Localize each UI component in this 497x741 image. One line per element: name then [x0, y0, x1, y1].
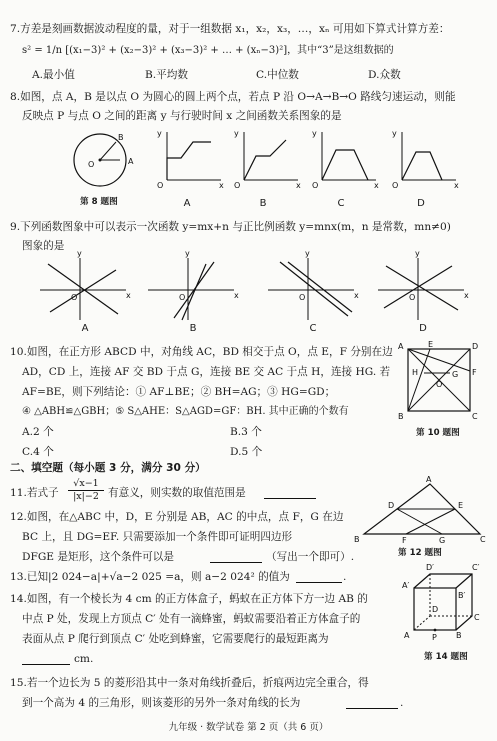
q10-line3: AF=BE，则下列结论：① AF⊥BE；② BH=AG；③ HG=GD； [22, 386, 336, 398]
svg-text:D: D [432, 605, 439, 614]
q10-line4: ④ △ABH≌△GBH；⑤ S△AHE：S△AGD=GF：BH. 其中正确的个数有 [22, 406, 349, 417]
svg-text:D: D [472, 342, 479, 351]
q9-graph-d [378, 249, 469, 320]
q9-graph-c [268, 249, 359, 320]
q11-fraction [68, 478, 104, 503]
q10-option-d: D.5 个 [230, 446, 263, 458]
q12-line3: DFGE 是矩形，这个条件可以是 [22, 551, 174, 563]
svg-text:B: B [398, 412, 404, 421]
svg-text:O: O [392, 181, 399, 190]
svg-text:B: B [354, 535, 360, 544]
svg-text:C: C [472, 412, 478, 421]
q8-choice-d: D [417, 198, 425, 209]
q11-denominator: |x|−2 [73, 491, 99, 502]
svg-text:A: A [426, 475, 432, 484]
svg-text:O: O [312, 181, 319, 190]
q15-answer-blank[interactable] [346, 708, 398, 709]
q8-choice-b: B [259, 198, 267, 209]
svg-text:B: B [456, 631, 462, 640]
svg-text:C: C [480, 535, 486, 544]
q7-line1: 7.方差是刻画数据波动程度的量，对于一组数据 x₁，x₂，x₃，…，xₙ 可用如下算式计算方差： [10, 23, 450, 35]
svg-text:O: O [299, 293, 306, 302]
svg-text:G: G [439, 536, 446, 545]
q12-line1: 12.如图，在△ABC 中，D，E 分别是 AB，AC 的中点，点 F，G 在边 [10, 511, 344, 523]
q15-line1: 15.若一个边长为 5 的菱形沿其中一条对角线折叠后，折痕两边完全重合，得 [10, 677, 369, 689]
svg-text:y: y [157, 129, 162, 138]
svg-text:y: y [392, 129, 397, 138]
q14-unit: cm. [74, 653, 94, 665]
q11-prefix: 11.若式子 [10, 487, 59, 499]
q8-graph-a [157, 129, 225, 190]
svg-text:B′: B′ [458, 591, 466, 600]
q9-choice-b: B [189, 323, 197, 334]
svg-text:G: G [452, 370, 459, 379]
q14-line3: 表面从点 P 爬行到顶点 C′ 处吃到蜂蜜，它需要爬行的最短距离为 [22, 633, 329, 645]
svg-text:F: F [402, 536, 407, 545]
q8-choice-c: C [337, 198, 345, 209]
page-footer: 九年级 · 数学试卷 第 2 页（共 6 页） [168, 722, 329, 733]
svg-text:P: P [432, 633, 437, 642]
svg-text:A′: A′ [402, 581, 410, 590]
q9-choice-c: C [309, 323, 317, 334]
q8-graph-b [234, 129, 302, 190]
q14-figure-caption: 第 14 题图 [424, 652, 468, 662]
q11-numerator: √x−1 [68, 478, 104, 491]
svg-text:y: y [234, 129, 239, 138]
q10-option-c: C.4 个 [22, 446, 54, 458]
q10-square-figure [398, 340, 479, 421]
q8-circle-figure [58, 130, 148, 190]
q12-line3-suffix: （写出一个即可）. [266, 551, 355, 563]
q9-choice-d: D [419, 323, 427, 334]
svg-text:x: x [296, 181, 301, 190]
svg-text:O: O [88, 160, 95, 169]
q8-line1: 8.如图，点 A，B 是以点 O 为圆心的圆上两个点，若点 P 沿 O→A→B→O 路线匀速运动，则能 [10, 91, 456, 103]
q14-cube-figure [402, 563, 480, 642]
svg-text:O: O [179, 293, 186, 302]
q14-line1: 14.如图，有一个棱长为 4 cm 的正方体盒子，蚂蚁在正方体下方一边 AB 的 [10, 593, 368, 605]
q8-figure-caption: 第 8 题图 [80, 197, 118, 207]
svg-text:A: A [404, 631, 410, 640]
q11-answer-blank[interactable] [264, 498, 316, 499]
svg-text:O: O [71, 293, 78, 302]
q11-suffix: 有意义，则实数的取值范围是 [108, 487, 246, 499]
q10-line1: 10.如图，在正方形 ABCD 中，对角线 AC，BD 相交于点 O，点 E，F 分别在边 [10, 346, 393, 358]
q14-answer-blank[interactable] [22, 664, 70, 665]
q10-option-b: B.3 个 [230, 426, 262, 438]
q9-line2: 图象的是 [22, 240, 65, 252]
svg-text:O: O [234, 181, 241, 190]
svg-text:x: x [219, 181, 224, 190]
svg-text:D: D [388, 501, 395, 510]
svg-text:E: E [428, 340, 434, 349]
svg-text:H: H [412, 368, 419, 377]
q8-choice-a: A [183, 198, 191, 209]
q8-graph-d [392, 129, 460, 190]
q7-option-c: C.中位数 [256, 69, 299, 81]
q15-line2: 到一个高为 4 的三角形，则该菱形的另外一条对角线的长为 [22, 697, 301, 709]
svg-text:x: x [464, 291, 469, 300]
svg-text:C: C [474, 613, 480, 622]
svg-text:O: O [157, 181, 164, 190]
q7-formula: s² = 1/n [(x₁−3)² + (x₂−3)² + (x₃−3)² + … + (xₙ−3)²]，其中“3”是这组数据的 [22, 45, 394, 56]
q12-figure-caption: 第 12 题图 [398, 548, 442, 558]
svg-text:A: A [398, 342, 404, 351]
q13-text: 13.已知|2 024−a|+√a−2 025 =a，则 a−2 024² 的值为 [10, 571, 290, 583]
svg-text:B: B [118, 133, 124, 142]
svg-text:A: A [128, 157, 134, 166]
svg-text:y: y [312, 129, 317, 138]
svg-text:y: y [305, 249, 310, 258]
q14-line2: 中点 P 处，发现上方顶点 C′ 处有一滴蜂蜜，蚂蚁需要沿着正方体盒子的 [22, 613, 361, 625]
svg-text:x: x [454, 181, 459, 190]
svg-text:O: O [409, 293, 416, 302]
svg-text:x: x [354, 291, 359, 300]
svg-text:O: O [436, 380, 443, 389]
svg-text:D′: D′ [426, 563, 434, 572]
section-fill-in-title: 二、填空题（每小题 3 分，满分 30 分） [10, 462, 206, 474]
svg-text:x: x [126, 291, 131, 300]
q9-graph-b [148, 249, 239, 320]
svg-text:E: E [458, 501, 464, 510]
q12-answer-blank[interactable] [210, 562, 262, 563]
q12-line2: BC 上，且 DG=EF. 只需要添加一个条件即可证明四边形 [22, 531, 293, 543]
q10-option-a: A.2 个 [22, 426, 54, 438]
q7-option-b: B.平均数 [145, 69, 188, 81]
q10-figure-caption: 第 10 题图 [416, 428, 460, 438]
svg-text:y: y [185, 249, 190, 258]
q13-answer-blank[interactable] [296, 582, 342, 583]
q15-suffix: . [400, 697, 404, 709]
svg-text:C′: C′ [472, 563, 480, 572]
q10-line2: AD，CD 上，连接 AF 交 BD 于点 G，连接 BE 交 AC 于点 H，连接 HG. 若 [22, 366, 391, 378]
q8-line2: 反映点 P 与点 O 之间的距离 y 与行驶时间 x 之间函数关系图象的是 [22, 110, 342, 122]
svg-text:x: x [374, 181, 379, 190]
q7-option-a: A.最小值 [32, 69, 75, 81]
q12-triangle-figure [354, 475, 486, 545]
q13-suffix: . [343, 571, 347, 583]
svg-text:y: y [415, 249, 420, 258]
svg-text:y: y [77, 249, 82, 258]
svg-text:x: x [234, 291, 239, 300]
q8-graph-c [312, 129, 380, 190]
q9-line1: 9.下列函数图象中可以表示一次函数 y=mx+n 与正比例函数 y=mnx(m，n 是常数，mn≠0) [10, 221, 451, 233]
svg-text:F: F [472, 368, 477, 377]
q7-option-d: D.众数 [368, 69, 401, 81]
q9-choice-a: A [81, 323, 89, 334]
q9-graph-a [40, 249, 131, 320]
